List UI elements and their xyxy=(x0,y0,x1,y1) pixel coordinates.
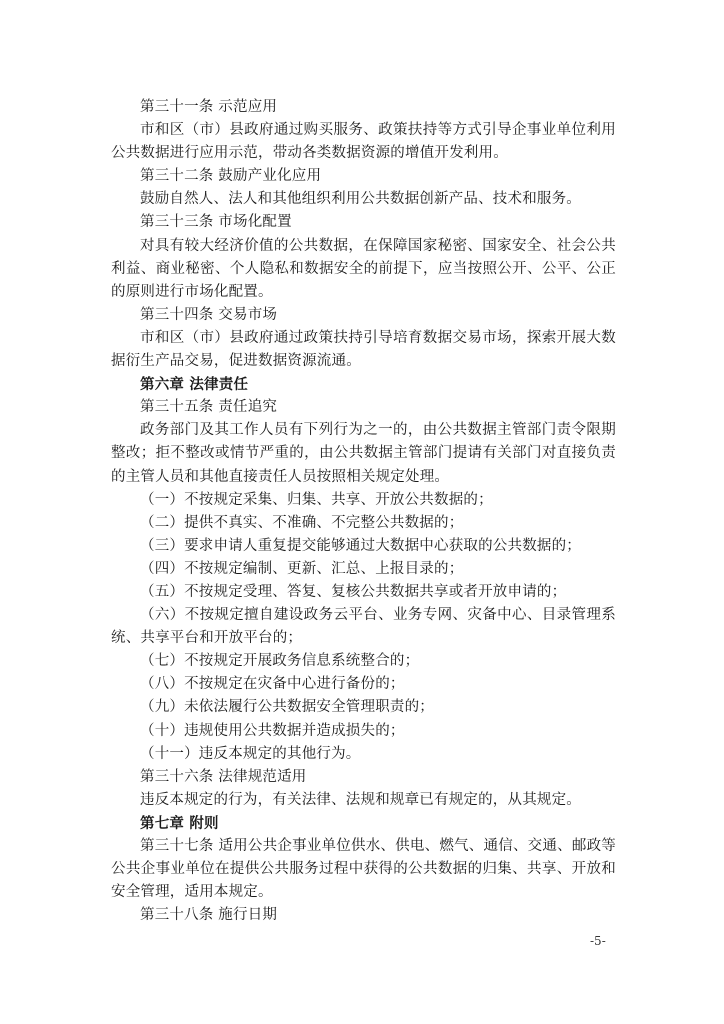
article-37-body-line-1: 第三十七条 适用公共企事业单位供水、供电、燃气、通信、交通、邮政等 xyxy=(140,838,616,854)
article-35-heading: 第三十五条 责任追究 xyxy=(140,399,278,416)
article-38-heading: 第三十八条 施行日期 xyxy=(140,907,278,924)
document-page xyxy=(111,96,616,927)
list-item-11: （十一）违反本规定的其他行为。 xyxy=(140,745,361,762)
article-33-body-line-1: 对具有较大经济价值的公共数据，在保障国家秘密、国家安全、社会公共 xyxy=(140,237,616,254)
article-36-heading: 第三十六条 法律规范适用 xyxy=(140,768,307,785)
article-34-body-line-1: 市和区（市）县政府通过政策扶持引导培育数据交易市场，探索开展大数 xyxy=(140,329,616,346)
article-32-heading: 第三十二条 鼓励产业化应用 xyxy=(140,168,322,185)
chapter-7-heading: 第七章 附则 xyxy=(140,814,219,832)
list-item-10: （十）违规使用公共数据并造成损失的； xyxy=(140,722,405,739)
article-36-body-line-1: 违反本规定的行为，有关法律、法规和规章已有规定的，从其规定。 xyxy=(140,791,581,808)
article-37-body-line-2: 公共企事业单位在提供公共服务过程中获得的公共数据的归集、共享、开放和 xyxy=(111,861,616,878)
list-item-4: （四）不按规定编制、更新、汇总、上报目录的； xyxy=(140,560,464,577)
article-31-heading: 第三十一条 示范应用 xyxy=(140,99,278,115)
list-item-5: （五）不按规定受理、答复、复核公共数据共享或者开放申请的； xyxy=(140,583,567,600)
list-item-8: （八）不按规定在灾备中心进行备份的； xyxy=(140,676,405,693)
chapter-6-heading: 第六章 法律责任 xyxy=(140,376,249,394)
article-34-body-line-2: 据衍生产品交易，促进数据资源流通。 xyxy=(111,353,361,370)
article-33-heading: 第三十三条 市场化配置 xyxy=(140,214,292,231)
article-32-body-line-1: 鼓励自然人、法人和其他组织利用公共数据创新产品、技术和服务。 xyxy=(140,191,581,208)
article-35-body-line-3: 的主管人员和其他直接责任人员按照相关规定处理。 xyxy=(111,468,450,485)
list-item-7: （七）不按规定开展政务信息系统整合的； xyxy=(140,653,420,670)
article-33-body-line-3: 的原则进行市场化配置。 xyxy=(111,283,273,300)
list-item-2: （二）提供不真实、不准确、不完整公共数据的； xyxy=(140,514,464,531)
page-number: -5- xyxy=(590,934,606,948)
article-33-body-line-2: 利益、商业秘密、个人隐私和数据安全的前提下，应当按照公开、公平、公正 xyxy=(111,260,616,277)
article-35-body-line-1: 政务部门及其工作人员有下列行为之一的，由公共数据主管部门责令限期 xyxy=(140,422,616,439)
list-item-9: （九）未依法履行公共数据安全管理职责的； xyxy=(140,699,434,716)
article-35-body-line-2: 整改；拒不整改或情节严重的，由公共数据主管部门提请有关部门对直接负责 xyxy=(111,445,616,462)
article-31-body-line-2: 公共数据进行应用示范，带动各类数据资源的增值开发利用。 xyxy=(111,145,508,162)
article-37-body-line-3: 安全管理，适用本规定。 xyxy=(111,884,273,901)
article-31-body-line-1: 市和区（市）县政府通过购买服务、政策扶持等方式引导企事业单位利用 xyxy=(140,122,616,139)
list-item-3: （三）要求申请人重复提交能够通过大数据中心获取的公共数据的； xyxy=(140,537,581,554)
list-item-1: （一）不按规定采集、归集、共享、开放公共数据的； xyxy=(140,491,493,508)
article-34-heading: 第三十四条 交易市场 xyxy=(140,306,278,323)
list-item-6-line-1: （六）不按规定擅自建设政务云平台、业务专网、灾备中心、目录管理系 xyxy=(140,607,616,624)
list-item-6-line-2: 统、共享平台和开放平台的； xyxy=(111,630,303,647)
